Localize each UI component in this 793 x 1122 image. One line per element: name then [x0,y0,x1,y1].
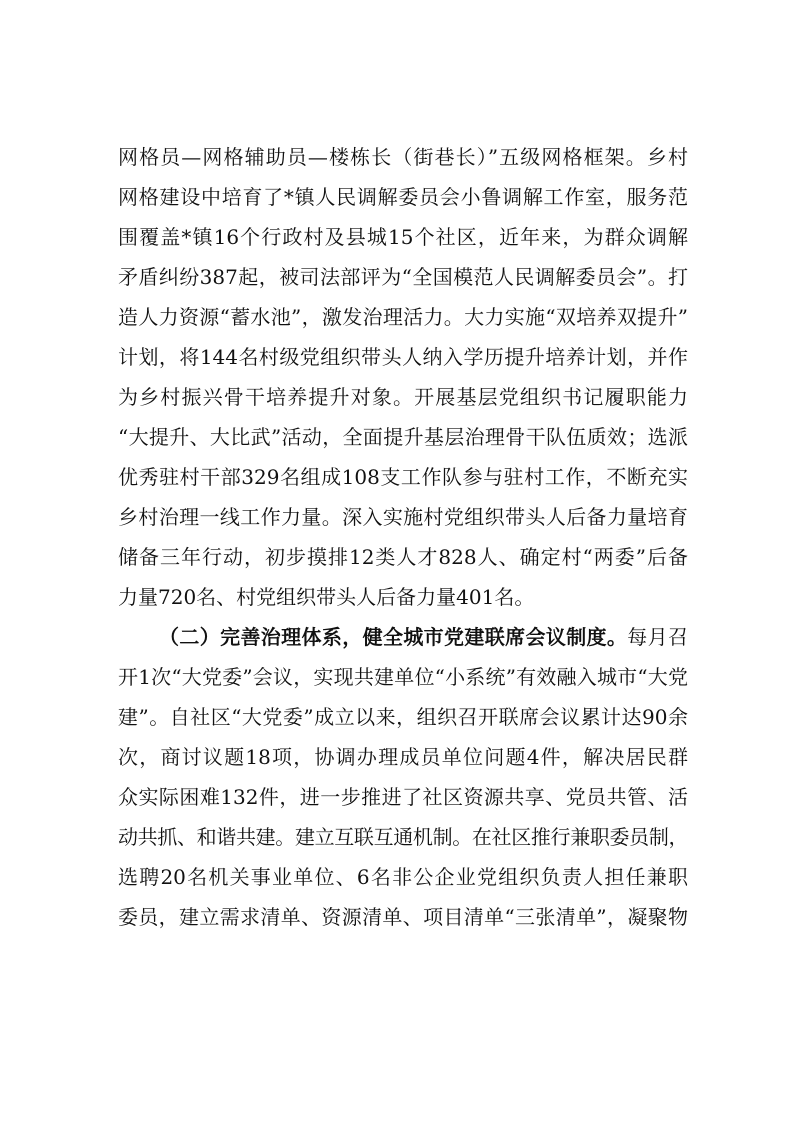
text-line: 众实际困难132件，进一步推进了社区资源共享、党员共管、活 [118,785,688,809]
text-line: 造人力资源“蓄水池”，激发治理活力。大力实施“双培养双提升” [118,305,688,329]
text-line: 力量720名、村党组织带头人后备力量401名。 [118,585,535,609]
text-line: 网格员—网格辅助员—楼栋长（街巷长）”五级网格框架。乡村 [118,145,688,169]
text-line: 建”。自社区“大党委”成立以来，组织召开联席会议累计达90余 [118,705,688,729]
text-line: 储备三年行动，初步摸排12类人才828人、确定村“两委”后备 [118,545,688,569]
text-line: 为乡村振兴骨干培养提升对象。开展基层党组织书记履职能力 [118,385,688,409]
text-line: 乡村治理一线工作力量。深入实施村党组织带头人后备力量培育 [118,505,688,529]
text-line: 次，商讨议题18项，协调办理成员单位问题4件，解决居民群 [118,745,688,769]
text-line: 矛盾纠纷387起，被司法部评为“全国模范人民调解委员会”。打 [118,265,688,289]
text-line: 计划，将144名村级党组织带头人纳入学历提升培养计划，并作 [118,345,688,369]
section-heading: （二）完善治理体系，健全城市党建联席会议制度。 [159,625,628,649]
text-line: 围覆盖*镇16个行政村及县城15个社区，近年来，为群众调解 [118,225,688,249]
text-line: 网格建设中培育了*镇人民调解委员会小鲁调解工作室，服务范 [118,185,688,209]
text-line: 选聘20名机关事业单位、6名非公企业党组织负责人担任兼职 [118,865,688,889]
text-line: “大提升、大比武”活动，全面提升基层治理骨干队伍质效；选派 [118,425,688,449]
text-line: 开1次“大党委”会议，实现共建单位“小系统”有效融入城市“大党 [118,665,688,689]
text-line: 委员，建立需求清单、资源清单、项目清单“三张清单”，凝聚物 [118,905,688,929]
paragraph-grid-governance [118,137,688,617]
paragraph-governance-system [118,617,688,937]
text-line: 优秀驻村干部329名组成108支工作队参与驻村工作，不断充实 [118,465,688,489]
text-span: 每月召 [627,625,689,649]
text-line: 动共抓、和谐共建。建立互联互通机制。在社区推行兼职委员制， [118,825,688,849]
section-heading-line [118,617,688,657]
